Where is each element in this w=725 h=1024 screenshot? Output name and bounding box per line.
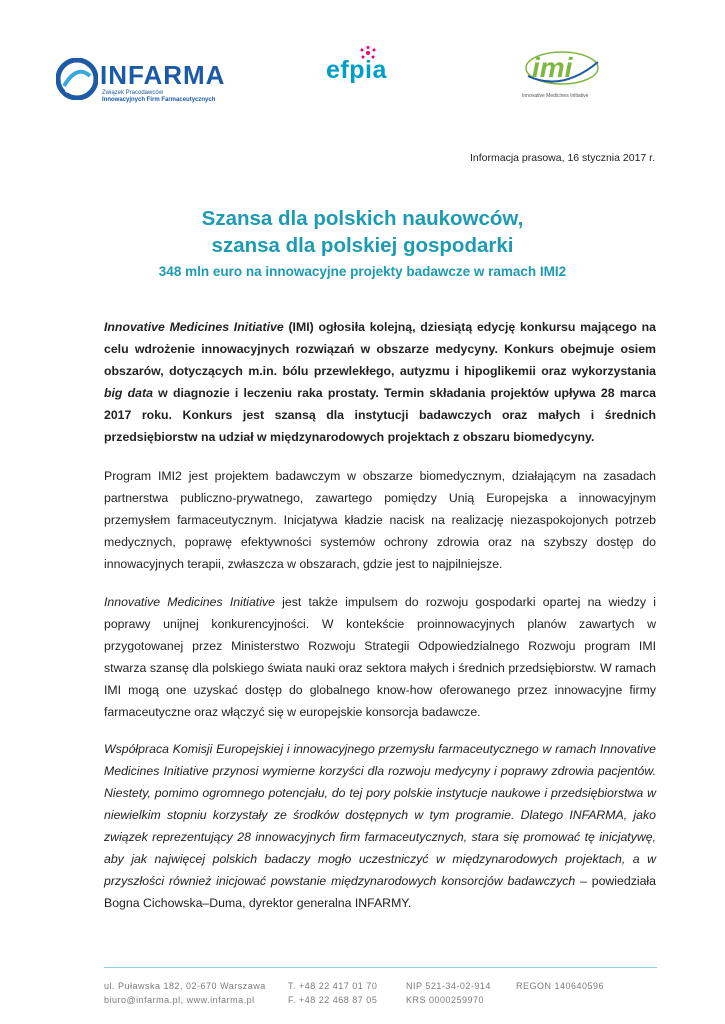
body-paragraph-1: Program IMI2 jest projektem badawczym w obszarze biomedycznym, działającym na zasadach partnerstwa publiczno-prywatnego, zawartego pomiędzy Unią Europejska a innowacyjnym przemysłem farmaceutycznym. Inicjatywa kładzie nacisk na realizację niezaspokojonych potrzeb medycznych, poprawę efektywności systemów ochrony zdrowia oraz na szybszy dostęp do innowacyjnych terapii, zwłaszcza w obszarach, gdzie jest to najpilniejsze.	[104, 469, 656, 571]
footer-nip: NIP 521-34-02-914	[406, 981, 491, 991]
infarma-subtitle: Związek Pracodawców Innowacyjnych Firm Farmaceutycznych	[102, 90, 216, 103]
footer-regon: REGON 140640596	[516, 981, 605, 991]
infarma-wordmark: INFARMA	[100, 60, 226, 90]
footer-address: ul. Puławska 182, 02-670 Warszawa	[104, 981, 266, 991]
page-subtitle: 348 mln euro na innowacyjne projekty badawcze w ramach IMI2	[158, 264, 567, 279]
footer-phone: T. +48 22 417 01 70	[288, 981, 378, 991]
efpia-wordmark: efpia	[326, 56, 387, 84]
footer-krs: KRS 0000259970	[406, 995, 485, 1005]
logo-bar	[0, 46, 725, 106]
footer-divider	[104, 967, 657, 968]
page-title	[0, 205, 725, 259]
imi-subtitle: Innovative Medicines Initiative	[522, 93, 589, 99]
infarma-swirl-icon	[56, 58, 98, 100]
efpia-logo	[326, 46, 401, 94]
title-line-2: szansa dla polskiej gospodarki	[211, 234, 514, 257]
press-release-date: Informacja prasowa, 16 stycznia 2017 r.	[469, 152, 655, 164]
footer-email-web[interactable]: biuro@infarma.pl, www.infarma.pl	[104, 995, 255, 1005]
infarma-logo	[56, 52, 246, 102]
title-line-1: Szansa dla polskich naukowców,	[201, 207, 524, 230]
imi-wordmark: imi	[532, 52, 573, 83]
footer-fax: F. +48 22 468 87 05	[288, 995, 378, 1005]
quote-paragraph: Współpraca Komisji Europejskiej i innowacyjnego przemysłu farmaceutycznego w ramach Innovative Medicines Initiative przynosi wymierne korzyści dla rozwoju medycyny i poprawy zdrowia pacjentów. Niestety, pomimo ogromnego potencjału, do tej pory polskie instytucje naukowe i przedsiębiorstwa w niewielkim stopniu korzystały ze środków dostępnych w tym programie. Dlatego INFARMA, jako związek reprezentujący 28 innowacyjnych firm farmaceutycznych, stara się promować tę inicjatywę, aby jak najwięcej polskich badaczy mogło uczestniczyć w międzynarodowych projektach, a w przyszłości również inicjować powstanie międzynarodowych konsorcjów badawczych – powiedziała Bogna Cichowska–Duma, dyrektor generalna INFARMY.	[104, 742, 656, 910]
body-paragraph-2: Innovative Medicines Initiative jest także impulsem do rozwoju gospodarki opartej na wiedzy i poprawy unijnej konkurencyjności. W kontekście proinnowacyjnych planów zawartych w przygotowanej przez Ministerstwo Rozwoju Strategii Odpowiedzialnego Rozwoju program IMI stwarza szansę dla polskiego świata nauki oraz sektora małych i średnich przedsiębiorstw. W ramach IMI mogą one uzyskać dostęp do globalnego know-how oferowanego przez innowacyjne firmy farmaceutyczne oraz włączyć się w europejskie konsorcja badawcze.	[104, 595, 656, 719]
lead-paragraph: Innovative Medicines Initiative (IMI) ogłosiła kolejną, dziesiątą edycję konkursu mającego na celu wdrożenie innowacyjnych rozwiązań w obszarze medycyny. Konkurs obejmuje osiem obszarów, dotyczących m.in. bólu przewlekłego, autyzmu i hipoglikemii oraz wykorzystania big data w diagnozie i leczeniu raka prostaty. Termin składania projektów upływa 28 marca 2017 roku. Konkurs jest szansą dla instytucji badawczych oraz małych i średnich przedsiębiorstw na udział w międzynarodowych projektach z obszaru biomedycyny.	[104, 320, 656, 444]
imi-logo	[522, 46, 602, 104]
